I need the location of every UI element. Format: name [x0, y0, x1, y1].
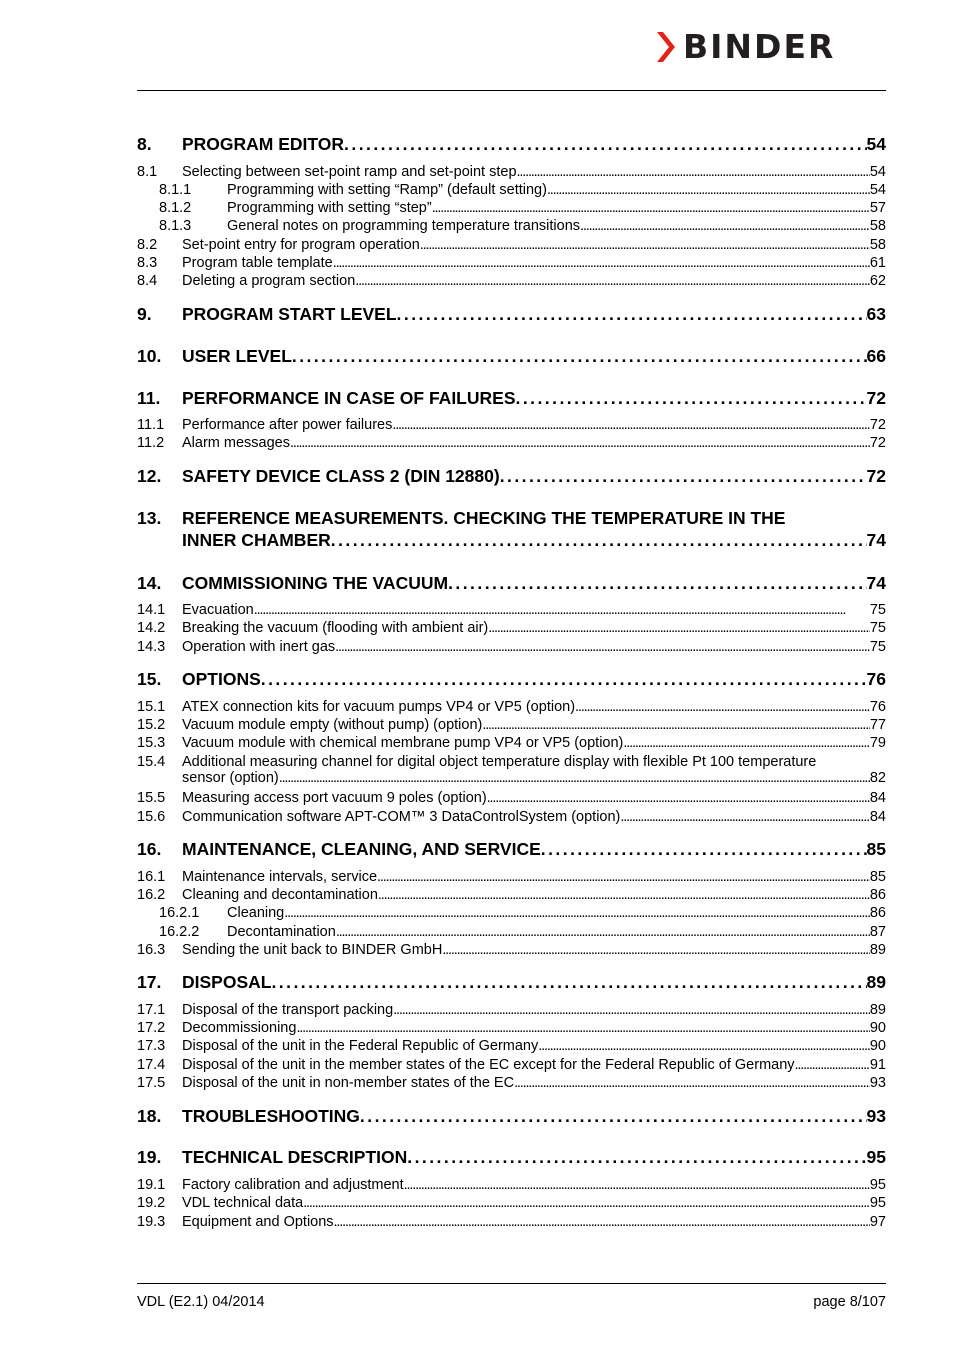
toc-dot-leader: [254, 602, 870, 618]
toc-entry[interactable]: [137, 237, 886, 255]
toc-entry-page: 86: [869, 905, 886, 921]
toc-entry-title: Program table template: [182, 255, 333, 271]
toc-entry-page: 93: [869, 1075, 886, 1091]
toc-entry[interactable]: [137, 435, 886, 453]
toc-dot-leader: [482, 717, 870, 733]
toc-entry-page: 62: [869, 273, 886, 289]
toc-entry-number: 16.3: [137, 942, 166, 958]
toc-entry-title: Cleaning: [227, 905, 285, 921]
toc-entry[interactable]: [137, 669, 886, 691]
toc-entry-page: 84: [869, 790, 886, 806]
toc-dot-leader: [397, 304, 867, 325]
toc-entry-title: TROUBLESHOOTING: [182, 1106, 360, 1126]
toc-entry-number: 9.: [137, 304, 152, 324]
toc-entry-title: REFERENCE MEASUREMENTS. CHECKING THE TEMPERATURE IN THE: [182, 508, 786, 528]
toc-entry-number: 19.1: [137, 1177, 166, 1193]
toc-entry-number: 15.5: [137, 790, 166, 806]
toc-entry-title: Maintenance intervals, service: [182, 869, 378, 885]
toc-entry-page: 90: [869, 1020, 886, 1036]
toc-dot-leader: [575, 699, 870, 715]
toc-entry-number: 17.4: [137, 1057, 166, 1073]
toc-entry[interactable]: [137, 164, 886, 182]
toc-dot-leader: [392, 417, 870, 433]
toc-entry-title: Disposal of the unit in the member states of the EC except for the Federal Republic of Germany: [182, 1057, 795, 1073]
toc-dot-leader: [547, 182, 870, 198]
toc-entry-title: TECHNICAL DESCRIPTION: [182, 1147, 408, 1167]
toc-entry-number: 15.: [137, 669, 162, 689]
toc-dot-leader: [488, 620, 870, 636]
toc-entry-page: 93: [866, 1106, 886, 1126]
toc-entry-number: 15.3: [137, 735, 166, 751]
toc-dot-leader: [336, 924, 870, 940]
toc-entry-title: OPTIONS: [182, 669, 261, 689]
binder-logo: [655, 27, 887, 66]
toc-entry-page: 77: [869, 717, 886, 733]
toc-entry-page: 72: [866, 388, 886, 408]
toc-entry-page: 72: [869, 435, 886, 451]
toc-entry-title: Programming with setting “Ramp” (default setting): [227, 182, 547, 198]
toc-entry-page: 72: [869, 417, 886, 433]
toc-dot-leader: [620, 809, 869, 825]
toc-entry-title: Vacuum module with chemical membrane pump VP4 or VP5 (option): [182, 735, 624, 751]
toc-dot-leader: [448, 573, 866, 594]
toc-entry-title: Programming with setting “step”: [227, 200, 432, 216]
toc-entry-page: 75: [869, 620, 886, 636]
toc-dot-leader: [795, 1057, 870, 1073]
toc-entry-title: Evacuation: [182, 602, 254, 618]
toc-dot-leader: [538, 1038, 870, 1054]
toc-entry-page: 95: [869, 1195, 886, 1211]
toc-entry-title: Decontamination: [227, 924, 336, 940]
toc-entry[interactable]: [137, 134, 886, 156]
toc-entry-page: 89: [866, 972, 886, 992]
toc-entry-number: 16.: [137, 839, 162, 859]
toc-dot-leader: [344, 134, 866, 155]
toc-entry-title: Factory calibration and adjustment: [182, 1177, 404, 1193]
toc-entry-number: 18.: [137, 1106, 162, 1126]
toc-entry-title: Equipment and Options: [182, 1214, 334, 1230]
toc-entry-title: Decommissioning: [182, 1020, 297, 1036]
toc-dot-leader: [296, 1020, 869, 1036]
toc-entry-number: 19.: [137, 1147, 162, 1167]
toc-entry-page: 58: [869, 237, 886, 253]
toc-entry-page: 91: [869, 1057, 886, 1073]
toc-entry[interactable]: [137, 1075, 886, 1093]
toc-entry-title: Disposal of the unit in non-member states of the EC: [182, 1075, 515, 1091]
toc-entry-title: Performance after power failures: [182, 417, 393, 433]
toc-entry[interactable]: [137, 639, 886, 657]
toc-entry-page: 76: [866, 669, 886, 689]
toc-dot-leader: [516, 388, 867, 409]
toc-entry-page: 54: [869, 164, 886, 180]
toc-entry-title: MAINTENANCE, CLEANING, AND SERVICE: [182, 839, 541, 859]
toc-entry-number: 17.: [137, 972, 162, 992]
toc-entry-number: 15.2: [137, 717, 166, 733]
toc-entry-title: Alarm messages: [182, 435, 290, 451]
toc-entry-title: VDL technical data: [182, 1195, 304, 1211]
toc-entry-number: 15.1: [137, 699, 166, 715]
toc-entry[interactable]: [137, 942, 886, 960]
toc-entry[interactable]: [137, 273, 886, 291]
toc-dot-leader: [500, 466, 867, 487]
toc-dot-leader: [279, 770, 870, 786]
toc-entry-title: ATEX connection kits for vacuum pumps VP4 or VP5 (option): [182, 699, 576, 715]
toc-entry-page: 72: [866, 466, 886, 486]
toc-dot-leader: [420, 237, 870, 253]
toc-entry-number: 12.: [137, 466, 162, 486]
toc-dot-leader: [377, 869, 870, 885]
toc-entry-title: Sending the unit back to BINDER GmbH: [182, 942, 443, 958]
toc-entry-title: Operation with inert gas: [182, 639, 336, 655]
toc-entry[interactable]: [137, 1002, 886, 1020]
toc-dot-leader: [541, 839, 867, 860]
toc-entry[interactable]: [137, 388, 886, 410]
toc-entry-number: 8.2: [137, 237, 158, 253]
toc-entry-number: 15.6: [137, 809, 166, 825]
toc-entry-page: 75: [869, 639, 886, 655]
toc-dot-leader: [360, 1106, 867, 1127]
toc-dot-leader: [442, 942, 870, 958]
toc-dot-leader: [580, 218, 870, 234]
toc-entry-page: 54: [866, 134, 886, 154]
toc-dot-leader: [333, 255, 870, 271]
toc-entry-page: 82: [869, 770, 886, 786]
toc-entry-number: 8.1.1: [159, 182, 192, 198]
toc-entry-page: 76: [869, 699, 886, 715]
toc-entry[interactable]: [137, 790, 886, 808]
toc-entry[interactable]: [137, 1106, 886, 1128]
toc-entry-title: PROGRAM START LEVEL: [182, 304, 397, 324]
toc-entry-title: PERFORMANCE IN CASE OF FAILURES: [182, 388, 516, 408]
toc-entry-number: 19.2: [137, 1195, 166, 1211]
toc-entry-title: Disposal of the transport packing: [182, 1002, 394, 1018]
footer-rule: [137, 1283, 886, 1284]
toc-entry-page: 79: [869, 735, 886, 751]
toc-dot-leader: [432, 200, 870, 216]
toc-entry-title: Set-point entry for program operation: [182, 237, 420, 253]
toc-entry-number: 8.3: [137, 255, 158, 271]
toc-entry-number: 14.: [137, 573, 162, 593]
toc-entry-title: Measuring access port vacuum 9 poles (option): [182, 790, 487, 806]
toc-dot-leader: [407, 1147, 866, 1168]
toc-entry-title-continued: sensor (option): [182, 770, 279, 786]
toc-entry-title: COMMISSIONING THE VACUUM: [182, 573, 449, 593]
toc-entry[interactable]: [159, 218, 886, 236]
toc-entry-number: 16.2.2: [159, 924, 200, 940]
toc-dot-leader: [393, 1002, 870, 1018]
toc-entry-title: General notes on programming temperature transitions: [227, 218, 581, 234]
toc-entry-page: 61: [869, 255, 886, 271]
toc-entry-page: 95: [866, 1147, 886, 1167]
toc-entry[interactable]: [137, 809, 886, 827]
toc-entry[interactable]: [159, 200, 886, 218]
toc-entry-title: Vacuum module empty (without pump) (option): [182, 717, 483, 733]
toc-dot-leader: [404, 1177, 870, 1193]
toc-entry[interactable]: [137, 1214, 886, 1232]
toc-dot-leader: [334, 1214, 870, 1230]
toc-entry-number: 13.: [137, 508, 162, 528]
toc-entry-number: 17.3: [137, 1038, 166, 1054]
toc-dot-leader: [517, 164, 870, 180]
toc-dot-leader: [335, 639, 870, 655]
toc-entry-page: 86: [869, 887, 886, 903]
toc-entry[interactable]: [159, 924, 886, 942]
toc-entry[interactable]: [137, 717, 886, 735]
toc-entry-number: 11.1: [137, 417, 165, 433]
toc-entry-page: 54: [869, 182, 886, 198]
toc-dot-leader: [514, 1075, 870, 1091]
toc-entry-title: DISPOSAL: [182, 972, 272, 992]
document-id: VDL (E2.1) 04/2014: [137, 1294, 265, 1310]
toc-dot-leader: [261, 669, 867, 690]
toc-entry-title: Disposal of the unit in the Federal Republic of Germany: [182, 1038, 539, 1054]
toc-entry[interactable]: [137, 887, 886, 905]
toc-entry[interactable]: [137, 1177, 886, 1195]
toc-entry-number: 16.2.1: [159, 905, 200, 921]
toc-dot-leader: [331, 530, 867, 551]
toc-entry-number: 10.: [137, 346, 162, 366]
toc-entry-number: 17.2: [137, 1020, 166, 1036]
toc-entry-title: SAFETY DEVICE CLASS 2 (DIN 12880): [182, 466, 500, 486]
toc-entry[interactable]: [137, 573, 886, 595]
toc-entry[interactable]: [137, 869, 886, 887]
toc-entry[interactable]: [159, 182, 886, 200]
toc-entry-page: 85: [869, 869, 886, 885]
toc-dot-leader: [378, 887, 870, 903]
toc-entry[interactable]: [137, 699, 886, 717]
toc-entry[interactable]: [137, 508, 886, 552]
toc-entry[interactable]: [137, 417, 886, 435]
toc-dot-leader: [292, 346, 867, 367]
toc-entry[interactable]: [137, 304, 886, 326]
toc-entry-number: 14.2: [137, 620, 166, 636]
toc-entry[interactable]: [137, 255, 886, 273]
toc-entry[interactable]: [137, 972, 886, 994]
toc-entry[interactable]: [137, 1020, 886, 1038]
toc-entry[interactable]: [159, 905, 886, 923]
toc-dot-leader: [290, 435, 870, 451]
toc-entry-number: 17.5: [137, 1075, 166, 1091]
toc-entry-page: 74: [866, 530, 886, 550]
toc-entry-title-continued: INNER CHAMBER: [182, 530, 331, 550]
toc-dot-leader: [271, 972, 866, 993]
toc-entry[interactable]: [137, 346, 886, 368]
toc-entry-title: USER LEVEL: [182, 346, 292, 366]
toc-entry[interactable]: [137, 754, 886, 788]
toc-entry-number: 14.1: [137, 602, 166, 618]
toc-entry-title: Communication software APT-COM™ 3 DataControlSystem (option): [182, 809, 621, 825]
toc-entry[interactable]: [137, 735, 886, 753]
toc-dot-leader: [284, 905, 870, 921]
toc-entry[interactable]: [137, 839, 886, 861]
toc-entry-page: 84: [869, 809, 886, 825]
toc-entry-number: 8.1.3: [159, 218, 192, 234]
toc-entry-title: PROGRAM EDITOR: [182, 134, 345, 154]
toc-entry[interactable]: [137, 1038, 886, 1056]
toc-entry-page: 87: [869, 924, 886, 940]
toc-entry-page: 89: [869, 942, 886, 958]
toc-entry-page: 97: [869, 1214, 886, 1230]
toc-entry-title: Selecting between set-point ramp and set-point step: [182, 164, 517, 180]
toc-entry-page: 90: [869, 1038, 886, 1054]
toc-entry-number: 16.2: [137, 887, 166, 903]
toc-entry-number: 8.4: [137, 273, 158, 289]
toc-entry-number: 14.3: [137, 639, 166, 655]
binder-logo-mark-icon: [655, 30, 679, 64]
toc-entry[interactable]: [137, 1147, 886, 1169]
toc-entry[interactable]: [137, 466, 886, 488]
toc-entry-title: Deleting a program section: [182, 273, 356, 289]
toc-dot-leader: [303, 1195, 870, 1211]
toc-entry-page: 57: [869, 200, 886, 216]
brand-name: BINDER: [683, 27, 836, 66]
toc-entry-number: 8.1: [137, 164, 158, 180]
toc-dot-leader: [355, 273, 870, 289]
toc-entry-page: 63: [866, 304, 886, 324]
toc-entry-page: 85: [866, 839, 886, 859]
toc-entry[interactable]: [137, 1195, 886, 1213]
toc-entry-page: 89: [869, 1002, 886, 1018]
toc-entry-number: 16.1: [137, 869, 166, 885]
toc-entry-number: 8.: [137, 134, 152, 154]
toc-entry-page: 66: [866, 346, 886, 366]
toc-dot-leader: [487, 790, 870, 806]
toc-entry[interactable]: [137, 602, 886, 620]
toc-entry-number: 17.1: [137, 1002, 166, 1018]
toc-entry-number: 15.4: [137, 754, 166, 770]
toc-entry[interactable]: [137, 620, 886, 638]
toc-dot-leader: [623, 735, 869, 751]
toc-entry-title: Breaking the vacuum (flooding with ambient air): [182, 620, 489, 636]
toc-entry-title: Additional measuring channel for digital object temperature display with flexible Pt 100 temperature: [182, 754, 817, 770]
toc-entry-number: 11.2: [137, 435, 165, 451]
toc-entry-page: 58: [869, 218, 886, 234]
header-rule: [137, 90, 886, 91]
toc-entry[interactable]: [137, 1057, 886, 1075]
toc-entry-page: 95: [869, 1177, 886, 1193]
toc-entry-page: 75: [869, 602, 886, 618]
toc-entry-title: Cleaning and decontamination: [182, 887, 378, 903]
page-number: page 8/107: [813, 1294, 886, 1310]
toc-entry-page: 74: [866, 573, 886, 593]
toc-entry-number: 11.: [137, 388, 161, 408]
toc-entry-number: 19.3: [137, 1214, 166, 1230]
toc-entry-number: 8.1.2: [159, 200, 192, 216]
